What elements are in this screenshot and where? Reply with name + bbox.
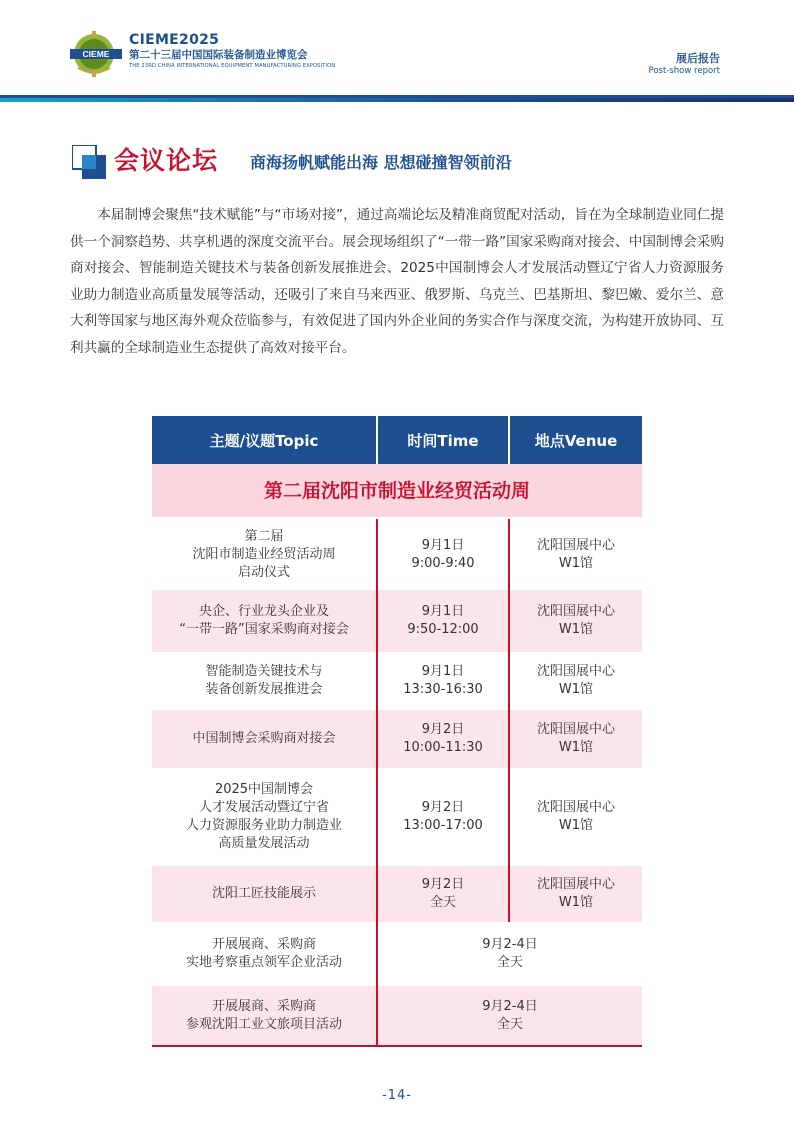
section-subtitle: 商海扬帆赋能出海 思想碰撞智领前沿 — [250, 153, 512, 172]
brand-english: THE 23RD CHINA INTERNATIONAL EQUIPMENT MANUFACTURING EXPOSITION — [129, 63, 336, 69]
topic-line: 人力资源服务业助力制造业 — [185, 818, 342, 833]
section-square-icon — [72, 145, 106, 179]
table-row — [152, 866, 642, 922]
time-line: 9月2日 — [421, 722, 465, 737]
cell-topic — [152, 652, 377, 710]
table-row-merged — [152, 986, 642, 1046]
topic-line: 启动仪式 — [237, 564, 290, 580]
cell-time — [377, 866, 509, 922]
header-divider-gradient — [0, 98, 794, 102]
time-line: 9:50-12:00 — [407, 622, 479, 637]
time-line: 13:00-17:00 — [403, 818, 483, 833]
cell-venue — [509, 710, 642, 768]
topic-line: 人才发展活动暨辽宁省 — [198, 800, 329, 815]
table-banner-row — [152, 464, 642, 518]
time-line: 13:30-16:30 — [403, 682, 483, 697]
brand-title: CIEME2025 — [129, 32, 220, 48]
header-venue: 地点Venue — [509, 416, 642, 464]
cell-topic — [152, 986, 377, 1046]
topic-line: 中国制博会采购商对接会 — [192, 731, 336, 746]
time-line: 9月1日 — [421, 604, 465, 619]
venue-line: W1馆 — [558, 555, 594, 571]
header-time: 时间Time — [377, 416, 509, 464]
topic-line: 高质量发展活动 — [218, 836, 310, 851]
table-row-merged — [152, 922, 642, 986]
cell-topic — [152, 590, 377, 652]
time-line: 9月2日 — [421, 800, 465, 815]
topic-line: 智能制造关键技术与 — [205, 664, 323, 679]
topic-line: “一带一路”国家采购商对接会 — [179, 622, 349, 637]
cell-topic — [152, 922, 377, 986]
venue-line: 沈阳国展中心 — [536, 877, 615, 892]
forum-schedule-table — [152, 416, 642, 1047]
intro-paragraph: 本届制博会聚焦“技术赋能”与“市场对接”，通过高端论坛及精准商贸配对活动，旨在为全球制造业同仁提供一个洞察趋势、共享机遇的深度交流平台。展会现场组织了“一带一路”国家采购商对接会、中国制博会采购商对接会、智能制造关键技术与装备创新发展推进会、2025中国制博会人才发展活动暨辽宁省人力资源服务业助力制造业高质量发展等活动，还吸引了来自马来西亚、俄罗斯、乌克兰、巴基斯坦、黎巴嫩、爱尔兰、意大利等国家与地区海外观众莅临参与，有效促进了国内外企业间的务实合作与深度交流，为构建开放协同、互利共赢的全球制造业生态提供了高效对接平台。 — [70, 207, 724, 356]
topic-line: 沈阳市制造业经贸活动周 — [192, 546, 336, 562]
topic-line: 第二届 — [244, 528, 284, 544]
brand-subtitle: 第二十三届中国国际装备制造业博览会 — [129, 49, 308, 61]
time-venue-line: 9月2-4日 — [482, 937, 538, 952]
table-header-row — [152, 416, 642, 464]
table-row — [152, 652, 642, 710]
venue-line: W1馆 — [558, 740, 594, 755]
cieme-logo-icon — [68, 30, 124, 78]
time-line: 9月2日 — [421, 877, 465, 892]
venue-line: 沈阳国展中心 — [536, 722, 615, 737]
venue-line: 沈阳国展中心 — [536, 664, 615, 679]
time-line: 9月1日 — [421, 664, 465, 679]
cell-venue — [509, 768, 642, 866]
topic-line: 沈阳工匠技能展示 — [211, 886, 316, 901]
page-header — [0, 0, 794, 100]
header-topic: 主题/议题Topic — [152, 416, 377, 464]
report-label — [649, 52, 720, 77]
venue-line: W1馆 — [558, 895, 594, 910]
table-banner: 第二届沈阳市制造业经贸活动周 — [152, 464, 642, 518]
brand-block — [129, 32, 335, 70]
topic-line: 央企、行业龙头企业及 — [198, 604, 329, 619]
cell-time — [377, 518, 509, 590]
venue-line: 沈阳国展中心 — [536, 604, 615, 619]
topic-line: 装备创新发展推进会 — [205, 682, 323, 697]
cell-time — [377, 710, 509, 768]
venue-line: W1馆 — [558, 682, 594, 697]
table-row — [152, 768, 642, 866]
time-line: 10:00-11:30 — [403, 740, 483, 755]
time-line: 全天 — [429, 895, 456, 910]
cell-venue — [509, 518, 642, 590]
report-en: Post-show report — [648, 66, 720, 76]
cell-time — [377, 590, 509, 652]
venue-line: W1馆 — [558, 622, 594, 637]
section-title: 会议论坛 — [114, 146, 219, 175]
cell-time — [377, 768, 509, 866]
report-cn: 展后报告 — [676, 52, 720, 65]
venue-line: 沈阳国展中心 — [536, 537, 615, 553]
cell-topic — [152, 710, 377, 768]
time-venue-line: 全天 — [496, 955, 523, 970]
time-line: 9:00-9:40 — [411, 555, 475, 571]
cell-time — [377, 652, 509, 710]
venue-line: W1馆 — [558, 818, 594, 833]
topic-line: 开展展商、采购商 — [211, 937, 316, 952]
time-venue-line: 9月2-4日 — [482, 998, 538, 1014]
topic-line: 开展展商、采购商 — [211, 998, 316, 1014]
topic-line: 参观沈阳工业文旅项目活动 — [185, 1016, 342, 1032]
page-number: -14- — [382, 1088, 412, 1103]
time-venue-line: 全天 — [496, 1016, 523, 1032]
venue-line: 沈阳国展中心 — [536, 800, 615, 815]
cell-topic — [152, 866, 377, 922]
cell-venue — [509, 590, 642, 652]
cell-topic — [152, 768, 377, 866]
cell-time-venue — [377, 922, 642, 986]
cell-venue — [509, 866, 642, 922]
table-row — [152, 710, 642, 768]
table-row — [152, 518, 642, 590]
table-row — [152, 590, 642, 652]
cell-topic — [152, 518, 377, 590]
time-line: 9月1日 — [421, 537, 465, 553]
cell-time-venue — [377, 986, 642, 1046]
logo-text: CIEME — [82, 49, 110, 59]
topic-line: 2025中国制博会 — [214, 782, 314, 797]
topic-line: 实地考察重点领军企业活动 — [185, 955, 342, 970]
cell-venue — [509, 652, 642, 710]
